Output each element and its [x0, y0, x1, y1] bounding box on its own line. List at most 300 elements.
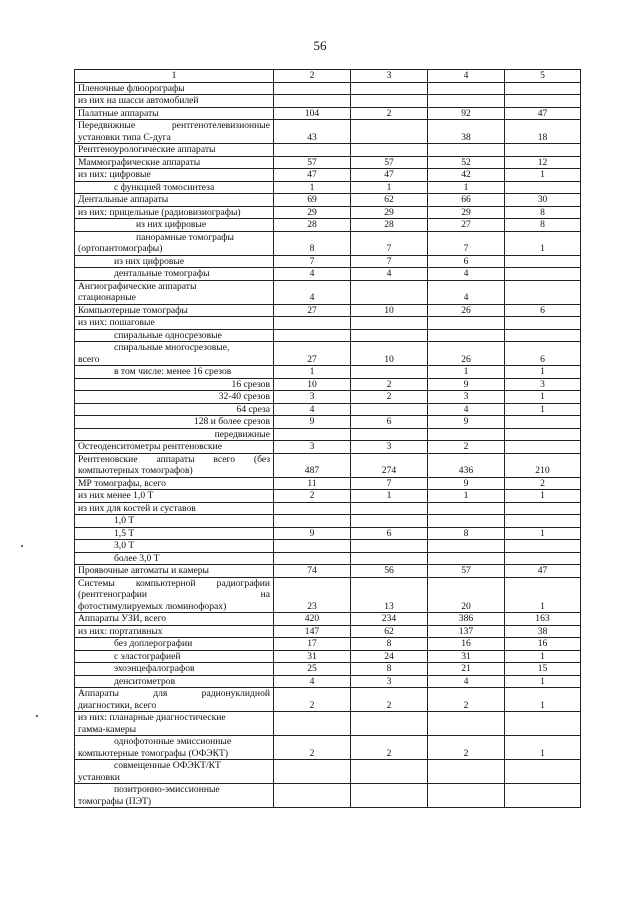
- table-row: [75, 428, 581, 441]
- table-row: [75, 625, 581, 638]
- value-cell: 1: [505, 231, 581, 255]
- row-label: [75, 304, 274, 317]
- value-cell: 15: [505, 663, 581, 676]
- row-label: [75, 515, 274, 528]
- value-cell: 74: [274, 565, 351, 578]
- value-cell: [274, 540, 351, 553]
- value-cell: [351, 760, 428, 784]
- column-header: 2: [274, 70, 351, 83]
- row-label-line: в том числе: менее 16 срезов: [114, 366, 232, 377]
- value-cell: [351, 403, 428, 416]
- value-cell: 25: [274, 663, 351, 676]
- value-cell: 2: [428, 441, 505, 454]
- value-cell: 16: [505, 638, 581, 651]
- value-cell: 27: [428, 219, 505, 232]
- value-cell: 420: [274, 613, 351, 626]
- table-row: [75, 120, 581, 144]
- value-cell: 1: [505, 527, 581, 540]
- value-cell: 6: [428, 255, 505, 268]
- value-cell: 4: [428, 675, 505, 688]
- row-label-line: МР томографы, всего: [78, 477, 166, 489]
- value-cell: 21: [428, 663, 505, 676]
- value-cell: [351, 317, 428, 330]
- value-cell: [428, 82, 505, 95]
- value-cell: 3: [351, 675, 428, 688]
- row-label-line: Пленочные флюорографы: [78, 82, 185, 94]
- row-label: [75, 650, 274, 663]
- value-cell: [428, 144, 505, 157]
- value-cell: [505, 428, 581, 441]
- value-cell: [505, 329, 581, 342]
- row-label: [75, 416, 274, 429]
- value-cell: 2: [351, 736, 428, 760]
- value-cell: 1: [505, 688, 581, 712]
- value-cell: 274: [351, 453, 428, 477]
- row-label-line: спиральные односрезовые: [114, 329, 222, 341]
- table-body: [75, 70, 581, 808]
- row-label-line: (ортопантомографы): [78, 243, 163, 254]
- value-cell: 23: [274, 577, 351, 613]
- value-cell: 2: [351, 107, 428, 120]
- table-row: [75, 736, 581, 760]
- value-cell: 1: [351, 181, 428, 194]
- value-cell: [505, 181, 581, 194]
- row-label-line: 32-40 срезов: [218, 391, 270, 402]
- row-label-line: из них: портативных: [78, 625, 163, 637]
- row-label-line: из них: цифровые: [78, 169, 151, 180]
- value-cell: [274, 784, 351, 808]
- value-cell: [428, 329, 505, 342]
- value-cell: [351, 502, 428, 515]
- value-cell: 57: [274, 156, 351, 169]
- table-row: [75, 107, 581, 120]
- value-cell: 9: [428, 378, 505, 391]
- row-label-line: из них цифровые: [114, 255, 185, 267]
- row-label: [75, 181, 274, 194]
- value-cell: 1: [351, 490, 428, 503]
- row-label-line: (рентгенографии на: [78, 589, 270, 600]
- table-row: [75, 280, 581, 304]
- value-cell: 8: [505, 219, 581, 232]
- value-cell: [505, 268, 581, 281]
- row-label: [75, 577, 274, 613]
- row-label: [75, 613, 274, 626]
- row-label-line: из них: прицельные (радиовизиографы): [78, 206, 241, 218]
- row-label-line: эхоэнцефалографов: [114, 663, 195, 674]
- value-cell: 6: [505, 304, 581, 317]
- table-row: [75, 144, 581, 157]
- value-cell: 17: [274, 638, 351, 651]
- value-cell: 4: [274, 675, 351, 688]
- row-label: [75, 120, 274, 144]
- row-label: [75, 378, 274, 391]
- value-cell: [428, 317, 505, 330]
- row-label: [75, 441, 274, 454]
- value-cell: 56: [351, 565, 428, 578]
- table-row: [75, 416, 581, 429]
- value-cell: [505, 515, 581, 528]
- table-row: [75, 231, 581, 255]
- row-label-line: Компьютерные томографы: [78, 304, 188, 316]
- row-label: [75, 736, 274, 760]
- row-label: [75, 490, 274, 503]
- row-label: [75, 156, 274, 169]
- table-row: [75, 304, 581, 317]
- value-cell: 8: [274, 231, 351, 255]
- value-cell: 20: [428, 577, 505, 613]
- value-cell: 31: [428, 650, 505, 663]
- value-cell: [505, 95, 581, 108]
- value-cell: 1: [428, 181, 505, 194]
- value-cell: [274, 329, 351, 342]
- table-row: [75, 181, 581, 194]
- value-cell: 2: [274, 736, 351, 760]
- table-row: [75, 169, 581, 182]
- row-label-line: 1,5 Т: [114, 527, 135, 539]
- value-cell: 9: [428, 416, 505, 429]
- row-label: [75, 403, 274, 416]
- row-label-line: установки: [78, 771, 120, 783]
- row-label: [75, 255, 274, 268]
- value-cell: 2: [351, 378, 428, 391]
- column-header: 1: [75, 70, 274, 83]
- row-label: [75, 625, 274, 638]
- value-cell: 38: [505, 625, 581, 638]
- row-label: [75, 342, 274, 366]
- row-label: [75, 663, 274, 676]
- value-cell: 47: [505, 565, 581, 578]
- value-cell: 8: [351, 638, 428, 651]
- row-label-line: компьютерных томографов): [78, 465, 193, 476]
- value-cell: [505, 255, 581, 268]
- row-label-line: из них: пошаговые: [78, 317, 155, 328]
- row-label-line: Проявочные автоматы и камеры: [78, 565, 209, 576]
- row-label-line: установки типа С-дуга: [78, 131, 171, 143]
- value-cell: [274, 760, 351, 784]
- value-cell: 210: [505, 453, 581, 477]
- row-label-line: 16 срезов: [231, 378, 270, 390]
- value-cell: [274, 95, 351, 108]
- value-cell: [428, 784, 505, 808]
- value-cell: 4: [428, 403, 505, 416]
- value-cell: [351, 540, 428, 553]
- row-label: [75, 527, 274, 540]
- value-cell: 11: [274, 477, 351, 490]
- value-cell: 1: [505, 169, 581, 182]
- row-label-line: Палатные аппараты: [78, 107, 159, 119]
- value-cell: 7: [351, 231, 428, 255]
- table-row: [75, 477, 581, 490]
- value-cell: 47: [505, 107, 581, 120]
- value-cell: 62: [351, 625, 428, 638]
- value-cell: 4: [274, 403, 351, 416]
- value-cell: 9: [428, 477, 505, 490]
- row-label-line: Передвижные рентгенотелевизионные: [78, 120, 270, 131]
- value-cell: [505, 317, 581, 330]
- value-cell: 28: [351, 219, 428, 232]
- row-label-line: 3,0 Т: [114, 540, 135, 551]
- value-cell: [505, 784, 581, 808]
- value-cell: 66: [428, 194, 505, 207]
- value-cell: 26: [428, 342, 505, 366]
- value-cell: 27: [274, 342, 351, 366]
- value-cell: [351, 95, 428, 108]
- value-cell: 4: [274, 280, 351, 304]
- value-cell: 29: [274, 206, 351, 219]
- value-cell: [428, 760, 505, 784]
- row-label-line: из них цифровые: [136, 219, 207, 230]
- table-row: [75, 515, 581, 528]
- table-row: [75, 663, 581, 676]
- row-label: [75, 144, 274, 157]
- row-label-line: Аппараты УЗИ, всего: [78, 613, 167, 624]
- value-cell: 62: [351, 194, 428, 207]
- table-row: [75, 565, 581, 578]
- row-label-line: Рентгеноурологические аппараты: [78, 144, 216, 155]
- row-label-line: Остеоденситометры рентгеновские: [78, 441, 222, 452]
- value-cell: 6: [505, 342, 581, 366]
- row-label: [75, 268, 274, 281]
- value-cell: 2: [428, 688, 505, 712]
- value-cell: 26: [428, 304, 505, 317]
- table-row: [75, 366, 581, 379]
- value-cell: 29: [351, 206, 428, 219]
- row-label-line: Ангиографические аппараты: [78, 280, 197, 292]
- value-cell: 24: [351, 650, 428, 663]
- table-row: [75, 317, 581, 330]
- table-row: [75, 342, 581, 366]
- table-row: [75, 268, 581, 281]
- value-cell: 47: [274, 169, 351, 182]
- table-row: [75, 453, 581, 477]
- value-cell: 3: [505, 378, 581, 391]
- value-cell: 27: [274, 304, 351, 317]
- value-cell: 12: [505, 156, 581, 169]
- value-cell: 42: [428, 169, 505, 182]
- row-label: [75, 638, 274, 651]
- value-cell: 2: [274, 688, 351, 712]
- value-cell: 1: [274, 366, 351, 379]
- table-row: [75, 403, 581, 416]
- value-cell: 3: [274, 441, 351, 454]
- value-cell: 2: [274, 490, 351, 503]
- row-label-line: фотостимулируемых люминофорах): [78, 600, 227, 612]
- value-cell: 13: [351, 577, 428, 613]
- column-header: 5: [505, 70, 581, 83]
- row-label-line: из них для костей и суставов: [78, 502, 196, 514]
- row-label-line: Рентгеновские аппараты всего (без: [78, 453, 270, 465]
- table-row: [75, 219, 581, 232]
- value-cell: [274, 552, 351, 565]
- row-label: [75, 317, 274, 330]
- value-cell: 69: [274, 194, 351, 207]
- value-cell: [428, 428, 505, 441]
- row-label: [75, 194, 274, 207]
- value-cell: [274, 82, 351, 95]
- table-row: [75, 502, 581, 515]
- table-row: [75, 329, 581, 342]
- page-number: 56: [313, 38, 327, 53]
- table-row: [75, 82, 581, 95]
- value-cell: 3: [351, 441, 428, 454]
- value-cell: 8: [428, 527, 505, 540]
- row-label-line: 64 среза: [236, 403, 270, 415]
- value-cell: 57: [351, 156, 428, 169]
- table-row: [75, 675, 581, 688]
- row-label: [75, 784, 274, 808]
- scan-speck: [36, 715, 38, 717]
- value-cell: 1: [428, 490, 505, 503]
- value-cell: 163: [505, 613, 581, 626]
- value-cell: 1: [505, 366, 581, 379]
- value-cell: 38: [428, 120, 505, 144]
- row-label-line: спиральные многосрезовые,: [114, 342, 230, 353]
- table-row: [75, 95, 581, 108]
- row-label-line: всего: [78, 353, 100, 365]
- table-row: [75, 194, 581, 207]
- row-label-line: из них менее 1,0 Т: [78, 490, 154, 501]
- row-label-line: с функцией томосинтеза: [114, 181, 215, 193]
- value-cell: 386: [428, 613, 505, 626]
- row-label-line: панорамные томографы: [136, 231, 234, 243]
- column-header: 3: [351, 70, 428, 83]
- value-cell: [351, 515, 428, 528]
- value-cell: 9: [274, 527, 351, 540]
- row-label-line: 1,0 Т: [114, 515, 135, 526]
- value-cell: [505, 712, 581, 736]
- value-cell: [505, 280, 581, 304]
- value-cell: [505, 144, 581, 157]
- row-label-line: Аппараты для радионуклидной: [78, 688, 270, 699]
- value-cell: 10: [274, 378, 351, 391]
- value-cell: 7: [351, 255, 428, 268]
- value-cell: 18: [505, 120, 581, 144]
- value-cell: [505, 552, 581, 565]
- value-cell: [274, 144, 351, 157]
- value-cell: 1: [505, 650, 581, 663]
- row-label: [75, 675, 274, 688]
- value-cell: 1: [505, 577, 581, 613]
- header-row: [75, 70, 581, 83]
- table-row: [75, 527, 581, 540]
- value-cell: 2: [428, 736, 505, 760]
- value-cell: 7: [351, 477, 428, 490]
- value-cell: 8: [505, 206, 581, 219]
- value-cell: 30: [505, 194, 581, 207]
- value-cell: 1: [274, 181, 351, 194]
- column-header: 4: [428, 70, 505, 83]
- value-cell: 2: [505, 477, 581, 490]
- table-row: [75, 638, 581, 651]
- row-label-line: диагностики, всего: [78, 699, 157, 711]
- table-row: [75, 378, 581, 391]
- table-row: [75, 206, 581, 219]
- value-cell: [351, 428, 428, 441]
- row-label: [75, 428, 274, 441]
- value-cell: [351, 144, 428, 157]
- value-cell: [428, 712, 505, 736]
- value-cell: 104: [274, 107, 351, 120]
- value-cell: 6: [351, 527, 428, 540]
- value-cell: 31: [274, 650, 351, 663]
- row-label: [75, 82, 274, 95]
- value-cell: 1: [505, 490, 581, 503]
- value-cell: 2: [351, 688, 428, 712]
- row-label-line: денситометров: [114, 675, 176, 687]
- table-row: [75, 441, 581, 454]
- table-row: [75, 688, 581, 712]
- row-label-line: без доплерографии: [114, 638, 193, 649]
- value-cell: [428, 502, 505, 515]
- table-row: [75, 712, 581, 736]
- value-cell: 1: [505, 675, 581, 688]
- value-cell: [428, 95, 505, 108]
- value-cell: 10: [351, 342, 428, 366]
- row-label-line: гамма-камеры: [78, 723, 137, 735]
- row-label-line: более 3,0 Т: [114, 552, 160, 564]
- value-cell: [274, 712, 351, 736]
- value-cell: 4: [428, 280, 505, 304]
- row-label-line: 128 и более срезов: [193, 416, 270, 427]
- value-cell: 28: [274, 219, 351, 232]
- value-cell: 147: [274, 625, 351, 638]
- value-cell: 234: [351, 613, 428, 626]
- scan-speck: [21, 545, 23, 547]
- value-cell: [351, 329, 428, 342]
- value-cell: 4: [428, 268, 505, 281]
- row-label: [75, 760, 274, 784]
- row-label: [75, 366, 274, 379]
- value-cell: 9: [274, 416, 351, 429]
- row-label-line: стационарные: [78, 292, 136, 303]
- row-label: [75, 688, 274, 712]
- value-cell: [351, 82, 428, 95]
- row-label: [75, 712, 274, 736]
- row-label: [75, 280, 274, 304]
- table-row: [75, 613, 581, 626]
- row-label-line: позитронно-эмиссионные: [114, 784, 220, 795]
- table-row: [75, 156, 581, 169]
- row-label: [75, 453, 274, 477]
- table-row: [75, 391, 581, 404]
- row-label: [75, 169, 274, 182]
- value-cell: [274, 428, 351, 441]
- value-cell: [351, 784, 428, 808]
- value-cell: [505, 760, 581, 784]
- value-cell: 7: [428, 231, 505, 255]
- value-cell: 92: [428, 107, 505, 120]
- table-row: [75, 760, 581, 784]
- value-cell: [428, 540, 505, 553]
- row-label-line: Дентальные аппараты: [78, 194, 169, 205]
- value-cell: 3: [274, 391, 351, 404]
- value-cell: 47: [351, 169, 428, 182]
- value-cell: 436: [428, 453, 505, 477]
- value-cell: [274, 502, 351, 515]
- equipment-table: [74, 69, 581, 808]
- value-cell: 10: [351, 304, 428, 317]
- value-cell: 1: [505, 736, 581, 760]
- row-label-line: компьютерные томографы (ОФЭКТ): [78, 747, 229, 759]
- row-label: [75, 329, 274, 342]
- value-cell: [428, 515, 505, 528]
- row-label-line: дентальные томографы: [114, 268, 210, 279]
- value-cell: [505, 416, 581, 429]
- row-label-line: передвижные: [214, 428, 270, 440]
- row-label: [75, 552, 274, 565]
- value-cell: 137: [428, 625, 505, 638]
- table-row: [75, 784, 581, 808]
